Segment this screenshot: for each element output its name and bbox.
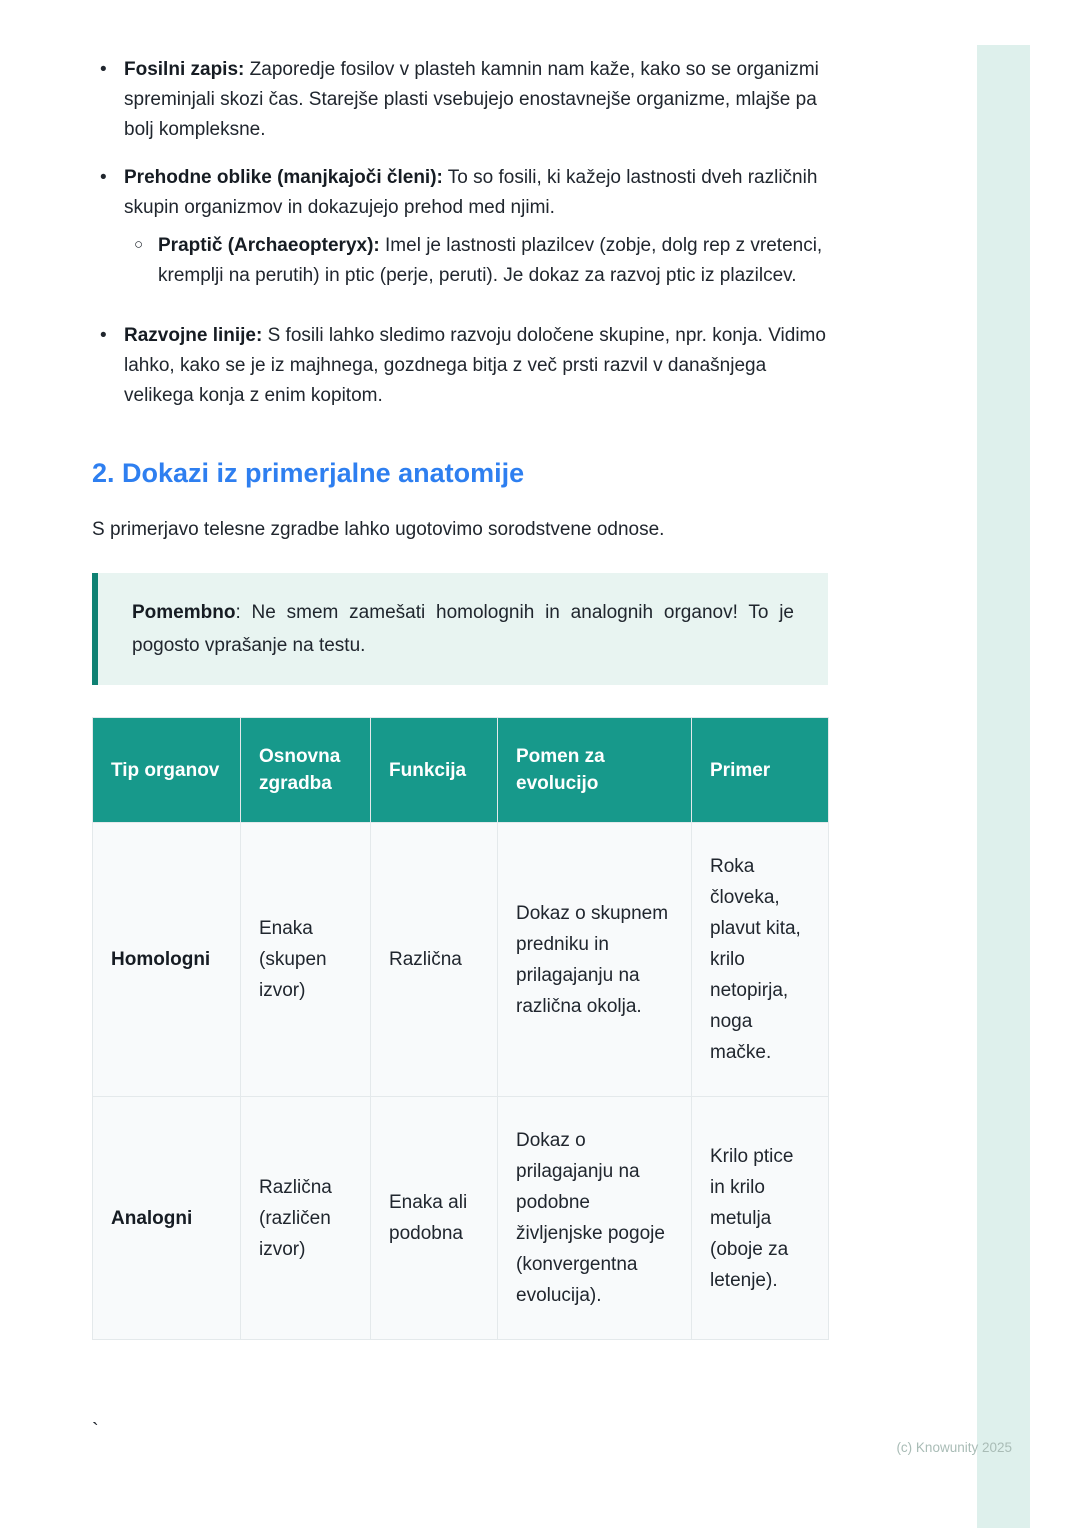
table-cell: Dokaz o prilagajanju na podobne življenjske pogoje (konvergentna evolucija). xyxy=(498,1097,692,1340)
bullet-icon: • xyxy=(100,325,107,346)
table-cell: Analogni xyxy=(93,1097,241,1340)
callout-label: Pomembno xyxy=(132,602,236,623)
list-item-prehodne-oblike xyxy=(92,163,828,291)
header-cell-tip-organov: Tip organov xyxy=(93,718,241,823)
table-cell: Roka človeka, plavut kita, krilo netopirja, noga mačke. xyxy=(692,823,829,1097)
header-cell-funkcija: Funkcija xyxy=(371,718,498,823)
list-item-body xyxy=(124,325,826,406)
copyright-watermark: (c) Knowunity 2025 xyxy=(896,1440,1012,1455)
list-item-razvojne-linije xyxy=(92,321,828,411)
accent-strip xyxy=(977,45,1030,1528)
callout-text: : Ne smem zamešati homolognih in analognih organov! To je pogosto vprašanje na testu. xyxy=(132,602,794,656)
section-heading: 2. Dokazi iz primerjalne anatomije xyxy=(92,458,525,488)
header-cell-osnovna-zgradba: Osnovna zgradba xyxy=(241,718,371,823)
table-cell: Homologni xyxy=(93,823,241,1097)
list-item-fosilni-zapis xyxy=(92,55,828,145)
page-content xyxy=(92,55,828,1340)
table-header xyxy=(93,718,829,823)
table-row-analogni xyxy=(93,1097,829,1340)
bullet-text: Imel je lastnosti plazilcev (zobje, dolg rep z vretenci, kremplji na perutih) in ptic (perje, peruti). Je dokaz za razvoj ptic iz plazilcev. xyxy=(158,235,823,286)
bullet-text: Zaporedje fosilov v plasteh kamnin nam kaže, kako so se organizmi spreminjali skozi čas. Starejše plasti vsebujejo enostavnejše organizme, mlajše pa bolj kompleksne. xyxy=(124,59,819,140)
bullet-icon: • xyxy=(100,167,107,188)
table-row-homologni xyxy=(93,823,829,1097)
list-item-praptic xyxy=(124,231,828,291)
table-cell: Različna (različen izvor) xyxy=(241,1097,371,1340)
bullet-label: Razvojne linije: xyxy=(124,325,263,346)
table-cell: Enaka (skupen izvor) xyxy=(241,823,371,1097)
list-item-body xyxy=(158,235,822,286)
bullet-list xyxy=(92,55,828,411)
intro-paragraph: S primerjavo telesne zgradbe lahko ugotovimo sorodstvene odnose. xyxy=(92,519,665,540)
bullet-icon: • xyxy=(100,59,107,80)
header-cell-pomen-za-evolucijo: Pomen za evolucijo xyxy=(498,718,692,823)
list-item-body xyxy=(124,167,817,218)
table-cell: Različna xyxy=(371,823,498,1097)
bullet-label: Praptič (Archaeopteryx): xyxy=(158,235,380,256)
table-cell: Enaka ali podobna xyxy=(371,1097,498,1340)
important-callout xyxy=(92,573,828,685)
table-cell: Krilo ptice in krilo metulja (oboje za letenje). xyxy=(692,1097,829,1340)
bullet-text: To so fosili, ki kažejo lastnosti dveh različnih skupin organizmov in dokazujejo prehod med njimi. xyxy=(124,167,818,218)
stray-backtick: ` xyxy=(92,1420,99,1442)
list-item-body xyxy=(124,59,819,140)
bullet-label: Prehodne oblike (manjkajoči členi): xyxy=(124,167,443,188)
table-body xyxy=(93,823,829,1340)
bullet-text: S fosili lahko sledimo razvoju določene skupine, npr. konja. Vidimo lahko, kako se je iz majhnega, gozdnega bitja z več prsti razvil v današnjega velikega konja z enim kopitom. xyxy=(124,325,826,406)
bullet-label: Fosilni zapis: xyxy=(124,59,245,80)
header-cell-primer: Primer xyxy=(692,718,829,823)
table-header-row xyxy=(93,718,829,823)
table-cell: Dokaz o skupnem predniku in prilagajanju na različna okolja. xyxy=(498,823,692,1097)
sub-bullet-icon: ○ xyxy=(134,236,144,253)
comparison-table xyxy=(92,717,829,1340)
